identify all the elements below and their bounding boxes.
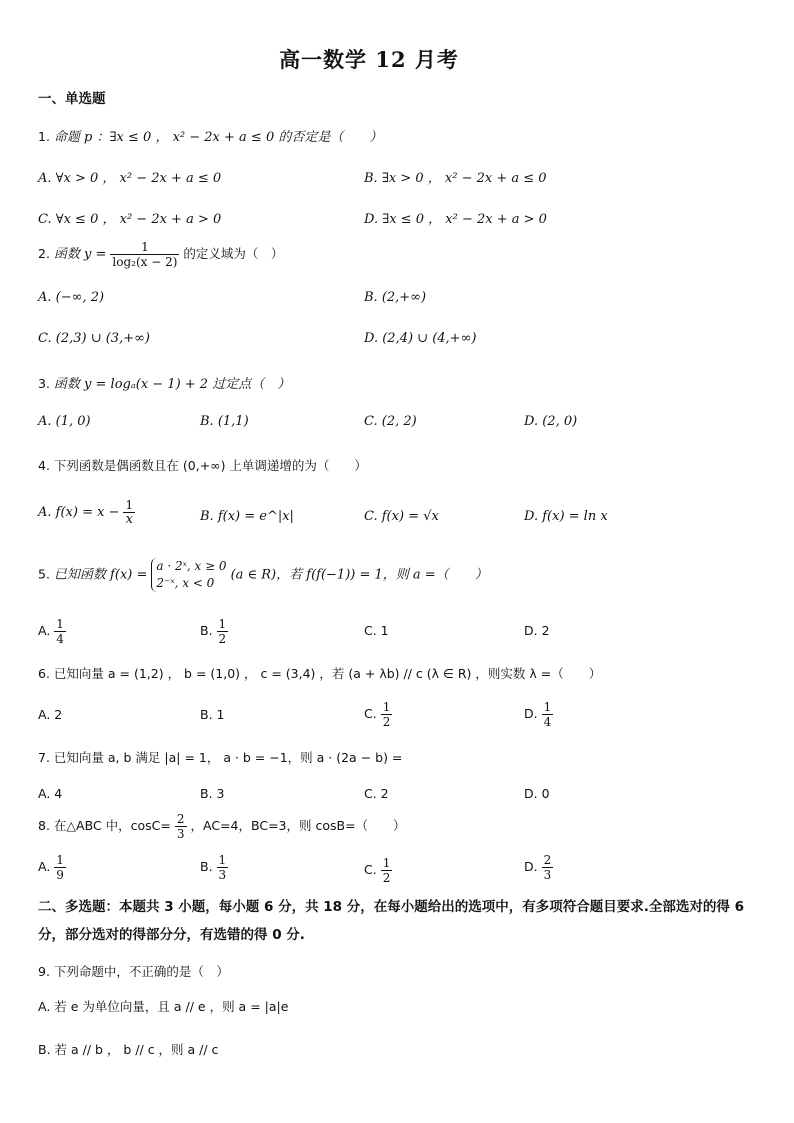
option-letter: B.	[200, 623, 213, 638]
fraction-numerator: 2	[543, 853, 552, 867]
q3-option-d: D. (2, 0)	[524, 414, 578, 429]
question-7	[38, 748, 402, 766]
fraction	[175, 812, 187, 841]
fraction-denominator: 2	[382, 871, 391, 885]
q1-option-c: C. ∀x ≤ 0 ， x² − 2x + a > 0	[38, 212, 222, 227]
fraction-denominator: 4	[543, 715, 552, 729]
fraction	[217, 617, 229, 646]
question-number: 1.	[38, 129, 50, 144]
q4-option-b: B. f(x) = e^|x|	[200, 509, 294, 524]
option-letter: A.	[38, 859, 51, 874]
fraction	[381, 856, 393, 885]
fraction-denominator: 2	[382, 715, 391, 729]
question-1	[38, 126, 382, 145]
fraction-numerator: 1	[56, 853, 64, 867]
fraction-denominator: 3	[543, 868, 552, 882]
q5-option-b	[200, 617, 228, 646]
q5-option-d: D. 2	[524, 623, 550, 638]
q8-option-c	[364, 856, 392, 885]
fraction-numerator: 1	[543, 700, 552, 714]
question-5	[38, 558, 488, 592]
section-heading-single-choice: 一、单选题	[38, 91, 106, 107]
fraction-denominator: x	[125, 512, 133, 527]
question-number: 8.	[38, 818, 50, 833]
q6-option-c	[364, 700, 392, 729]
option-letter: D.	[524, 859, 538, 874]
question-number: 7.	[38, 750, 50, 765]
page-title: 高一数学 12 月考	[279, 47, 459, 72]
option-text: A. f(x) = x −	[38, 505, 120, 520]
q9-option-a: A. 若 e 为单位向量，且 a // e ，则 a = |a|e	[38, 999, 289, 1014]
fraction-numerator: 1	[125, 498, 134, 512]
question-text-after: (a ∈ R)，若 f(f(−1)) = 1，则 a =（ ）	[230, 567, 488, 583]
fraction-numerator: 1	[382, 856, 391, 870]
fraction-denominator: 3	[218, 868, 227, 882]
fraction	[217, 853, 229, 882]
fraction-numerator: 1	[218, 617, 227, 631]
q2-option-c: C. (2,3) ∪ (3,+∞)	[38, 331, 150, 346]
fraction-denominator: 9	[56, 868, 64, 882]
question-text-after: 的定义域为（ ）	[183, 246, 284, 261]
q6-option-a: A. 2	[38, 707, 63, 722]
q2-option-b: B. (2,+∞)	[364, 290, 427, 305]
question-text: 已知向量 a = (1,2) ， b = (1,0) ， c = (3,4) ，若 (a + λb) // c (λ ∈ R) ，则实数 λ =（ ）	[53, 666, 602, 681]
fraction	[542, 700, 554, 729]
q7-option-a: A. 4	[38, 786, 63, 801]
question-text: 下列函数是偶函数且在 (0,+∞) 上单调递增的为（ ）	[53, 458, 367, 473]
question-8	[38, 812, 406, 841]
option-letter: C.	[364, 706, 377, 721]
question-text-before: 在△ABC 中，cosC=	[53, 818, 171, 833]
q5-option-c: C. 1	[364, 623, 389, 638]
q7-option-d: D. 0	[524, 786, 550, 801]
fraction	[110, 240, 179, 269]
q2-option-d: D. (2,4) ∪ (4,+∞)	[364, 331, 477, 346]
piece-2: 2⁻ˣ, x < 0	[156, 576, 215, 590]
fraction	[123, 498, 135, 527]
fraction-denominator: 3	[176, 827, 185, 841]
option-letter: C.	[364, 862, 377, 877]
question-text-before: 函数 y =	[53, 247, 107, 262]
q7-option-c: C. 2	[364, 786, 389, 801]
fraction-denominator: log₂(x − 2)	[112, 255, 178, 269]
q3-option-a: A. (1, 0)	[38, 414, 91, 429]
section-heading-multiple-choice: 二、多选题：本题共 3 小题，每小题 6 分，共 18 分，在每小题给出的选项中，有多项符合题目要求.全部选对的得 6 分，部分选对的得部分分，有选错的得 0 分.	[38, 899, 744, 943]
question-number: 3.	[38, 376, 50, 391]
fraction-numerator: 1	[110, 240, 179, 255]
question-6	[38, 664, 601, 682]
question-text: 下列命题中，不正确的是（ ）	[53, 964, 229, 979]
q2-option-a: A. (−∞, 2)	[38, 290, 105, 305]
fraction-numerator: 1	[218, 853, 227, 867]
q7-option-b: B. 3	[200, 786, 225, 801]
fraction	[54, 853, 66, 882]
option-letter: A.	[38, 623, 51, 638]
question-4	[38, 456, 367, 474]
question-text: 函数 y = logₐ(x − 1) + 2 过定点（ ）	[53, 377, 291, 392]
q5-option-a	[38, 617, 66, 646]
fraction-numerator: 2	[176, 812, 185, 826]
question-text-before: 已知函数 f(x) =	[53, 567, 148, 583]
q8-option-a	[38, 853, 66, 882]
question-2	[38, 240, 283, 269]
fraction-denominator: 2	[218, 632, 227, 646]
question-text: 已知向量 a, b 满足 |a| = 1， a · b = −1，则 a · (2a − b) =	[53, 750, 403, 765]
question-text-after: ，AC=4，BC=3，则 cosB=（ ）	[190, 818, 406, 833]
question-number: 2.	[38, 246, 50, 261]
question-number: 5.	[38, 566, 50, 582]
option-letter: B.	[200, 859, 213, 874]
option-letter: D.	[524, 706, 538, 721]
question-9	[38, 962, 229, 980]
q1-option-a: A. ∀x > 0 ， x² − 2x + a ≤ 0	[38, 171, 222, 186]
q9-option-b: B. 若 a // b ， b // c ，则 a // c	[38, 1042, 219, 1057]
question-3	[38, 373, 290, 392]
question-number: 4.	[38, 458, 50, 473]
q4-option-c: C. f(x) = √x	[364, 509, 439, 524]
fraction	[54, 617, 66, 646]
fraction-denominator: 4	[56, 632, 64, 646]
q8-option-d	[524, 853, 553, 882]
question-text: 命题 p ：∃x ≤ 0 ， x² − 2x + a ≤ 0 的否定是（ ）	[53, 130, 383, 145]
fraction	[542, 853, 554, 882]
piecewise-definition	[151, 558, 226, 592]
fraction	[381, 700, 393, 729]
q3-option-c: C. (2, 2)	[364, 414, 417, 429]
q6-option-d	[524, 700, 553, 729]
q4-option-d: D. f(x) = ln x	[524, 509, 608, 524]
piece-1: a · 2ˣ, x ≥ 0	[156, 559, 227, 573]
question-number: 9.	[38, 964, 50, 979]
q4-option-a	[38, 498, 135, 527]
q8-option-b	[200, 853, 228, 882]
q6-option-b: B. 1	[200, 707, 225, 722]
q3-option-b: B. (1,1)	[200, 414, 249, 429]
fraction-numerator: 1	[382, 700, 391, 714]
q1-option-d: D. ∃x ≤ 0 ， x² − 2x + a > 0	[364, 212, 547, 227]
fraction-numerator: 1	[56, 617, 64, 631]
q1-option-b: B. ∃x > 0 ， x² − 2x + a ≤ 0	[364, 171, 547, 186]
question-number: 6.	[38, 666, 50, 681]
